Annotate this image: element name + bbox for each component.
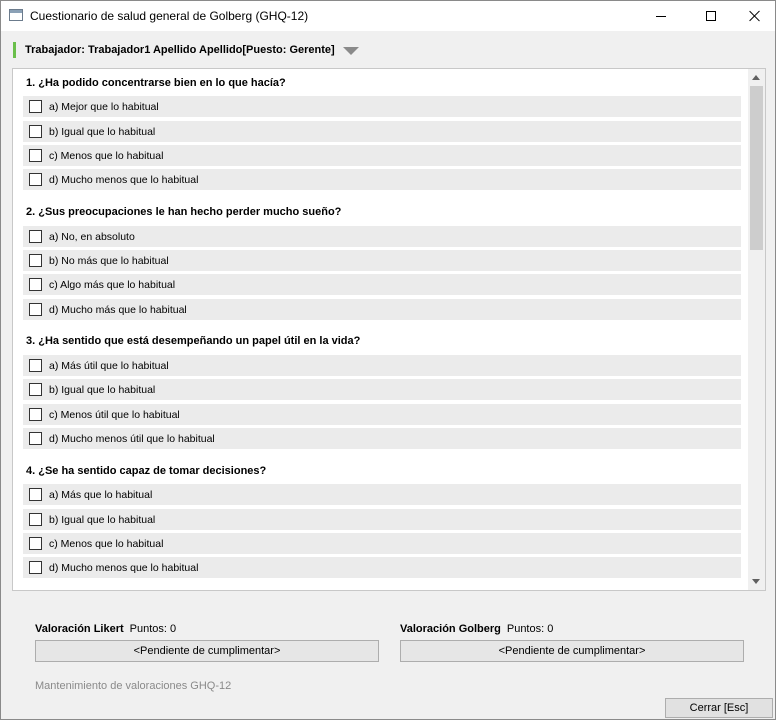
checkbox[interactable] xyxy=(29,173,42,186)
checkbox[interactable] xyxy=(29,100,42,113)
title-bar xyxy=(1,1,775,31)
option-label: b) Igual que lo habitual xyxy=(49,383,156,396)
option-label: b) No más que lo habitual xyxy=(49,254,169,267)
golberg-status-button[interactable]: <Pendiente de cumplimentar> xyxy=(400,640,744,662)
checkbox[interactable] xyxy=(29,278,42,291)
golberg-title: Valoración Golberg xyxy=(400,623,501,635)
checkbox[interactable] xyxy=(29,513,42,526)
question-2-option-c[interactable] xyxy=(23,274,741,295)
option-label: a) Mejor que lo habitual xyxy=(49,100,159,113)
question-1-title: 1. ¿Ha podido concentrarse bien en lo que hacía? xyxy=(26,77,286,89)
checkbox[interactable] xyxy=(29,359,42,372)
worker-selector[interactable] xyxy=(13,41,359,59)
option-label: c) Menos que lo habitual xyxy=(49,149,164,162)
question-2-option-b[interactable] xyxy=(23,250,741,271)
minimize-icon xyxy=(656,16,666,17)
option-label: a) No, en absoluto xyxy=(49,230,135,243)
checkbox[interactable] xyxy=(29,254,42,267)
worker-label: Trabajador: Trabajador1 Apellido Apellido xyxy=(25,44,243,56)
likert-status-button[interactable]: <Pendiente de cumplimentar> xyxy=(35,640,379,662)
scrollbar-thumb[interactable] xyxy=(750,86,763,250)
checkbox[interactable] xyxy=(29,149,42,162)
worker-position: [Puesto: Gerente] xyxy=(242,44,335,56)
checkbox[interactable] xyxy=(29,432,42,445)
worker-accent-bar xyxy=(13,42,16,58)
option-label: c) Menos útil que lo habitual xyxy=(49,408,180,421)
question-3-option-b[interactable] xyxy=(23,379,741,400)
app-window-icon xyxy=(9,9,23,21)
maximize-icon xyxy=(706,11,716,21)
question-2-title: 2. ¿Sus preocupaciones le han hecho perder mucho sueño? xyxy=(26,206,342,218)
question-4-option-c[interactable] xyxy=(23,533,741,554)
option-label: c) Menos que lo habitual xyxy=(49,537,164,550)
option-label: a) Más útil que lo habitual xyxy=(49,359,169,372)
option-label: d) Mucho menos que lo habitual xyxy=(49,173,199,186)
close-icon xyxy=(749,10,761,22)
question-2-option-d[interactable] xyxy=(23,299,741,320)
question-1-option-b[interactable] xyxy=(23,121,741,142)
question-3-option-a[interactable] xyxy=(23,355,741,376)
option-label: d) Mucho más que lo habitual xyxy=(49,303,187,316)
likert-points: Puntos: 0 xyxy=(129,623,177,635)
option-label: c) Algo más que lo habitual xyxy=(49,278,176,291)
likert-title: Valoración Likert xyxy=(35,623,124,635)
checkbox[interactable] xyxy=(29,125,42,138)
option-label: d) Mucho menos que lo habitual xyxy=(49,561,199,574)
question-1-option-c[interactable] xyxy=(23,145,741,166)
questions-scroll-panel[interactable] xyxy=(12,68,766,591)
question-3-title: 3. ¿Ha sentido que está desempeñando un papel útil en la vida? xyxy=(26,335,361,347)
golberg-valuation xyxy=(400,623,553,635)
close-window-button[interactable] xyxy=(732,1,776,31)
question-4-option-d[interactable] xyxy=(23,557,741,578)
question-4-option-a[interactable] xyxy=(23,484,741,505)
option-label: a) Más que lo habitual xyxy=(49,488,153,501)
question-3-option-c[interactable] xyxy=(23,404,741,425)
maintenance-link[interactable]: Mantenimiento de valoraciones GHQ-12 xyxy=(35,680,232,692)
scroll-up-icon[interactable] xyxy=(752,75,760,80)
checkbox[interactable] xyxy=(29,230,42,243)
chevron-down-icon[interactable] xyxy=(343,47,359,55)
checkbox[interactable] xyxy=(29,561,42,574)
question-4-title: 4. ¿Se ha sentido capaz de tomar decisiones? xyxy=(26,465,267,477)
maximize-button[interactable] xyxy=(688,1,734,31)
vertical-scrollbar[interactable] xyxy=(748,69,765,590)
option-label: b) Igual que lo habitual xyxy=(49,513,156,526)
window-title: Cuestionario de salud general de Golberg (GHQ-12) xyxy=(30,9,309,23)
checkbox[interactable] xyxy=(29,303,42,316)
checkbox[interactable] xyxy=(29,537,42,550)
question-4-option-b[interactable] xyxy=(23,509,741,530)
option-label: d) Mucho menos útil que lo habitual xyxy=(49,432,215,445)
golberg-points: Puntos: 0 xyxy=(506,623,554,635)
scroll-down-icon[interactable] xyxy=(752,579,760,584)
question-2-option-a[interactable] xyxy=(23,226,741,247)
likert-valuation xyxy=(35,623,176,635)
option-label: b) Igual que lo habitual xyxy=(49,125,156,138)
checkbox[interactable] xyxy=(29,488,42,501)
question-1-option-d[interactable] xyxy=(23,169,741,190)
question-1-option-a[interactable] xyxy=(23,96,741,117)
question-3-option-d[interactable] xyxy=(23,428,741,449)
close-button[interactable]: Cerrar [Esc] xyxy=(665,698,773,718)
minimize-button[interactable] xyxy=(638,1,684,31)
checkbox[interactable] xyxy=(29,383,42,396)
checkbox[interactable] xyxy=(29,408,42,421)
